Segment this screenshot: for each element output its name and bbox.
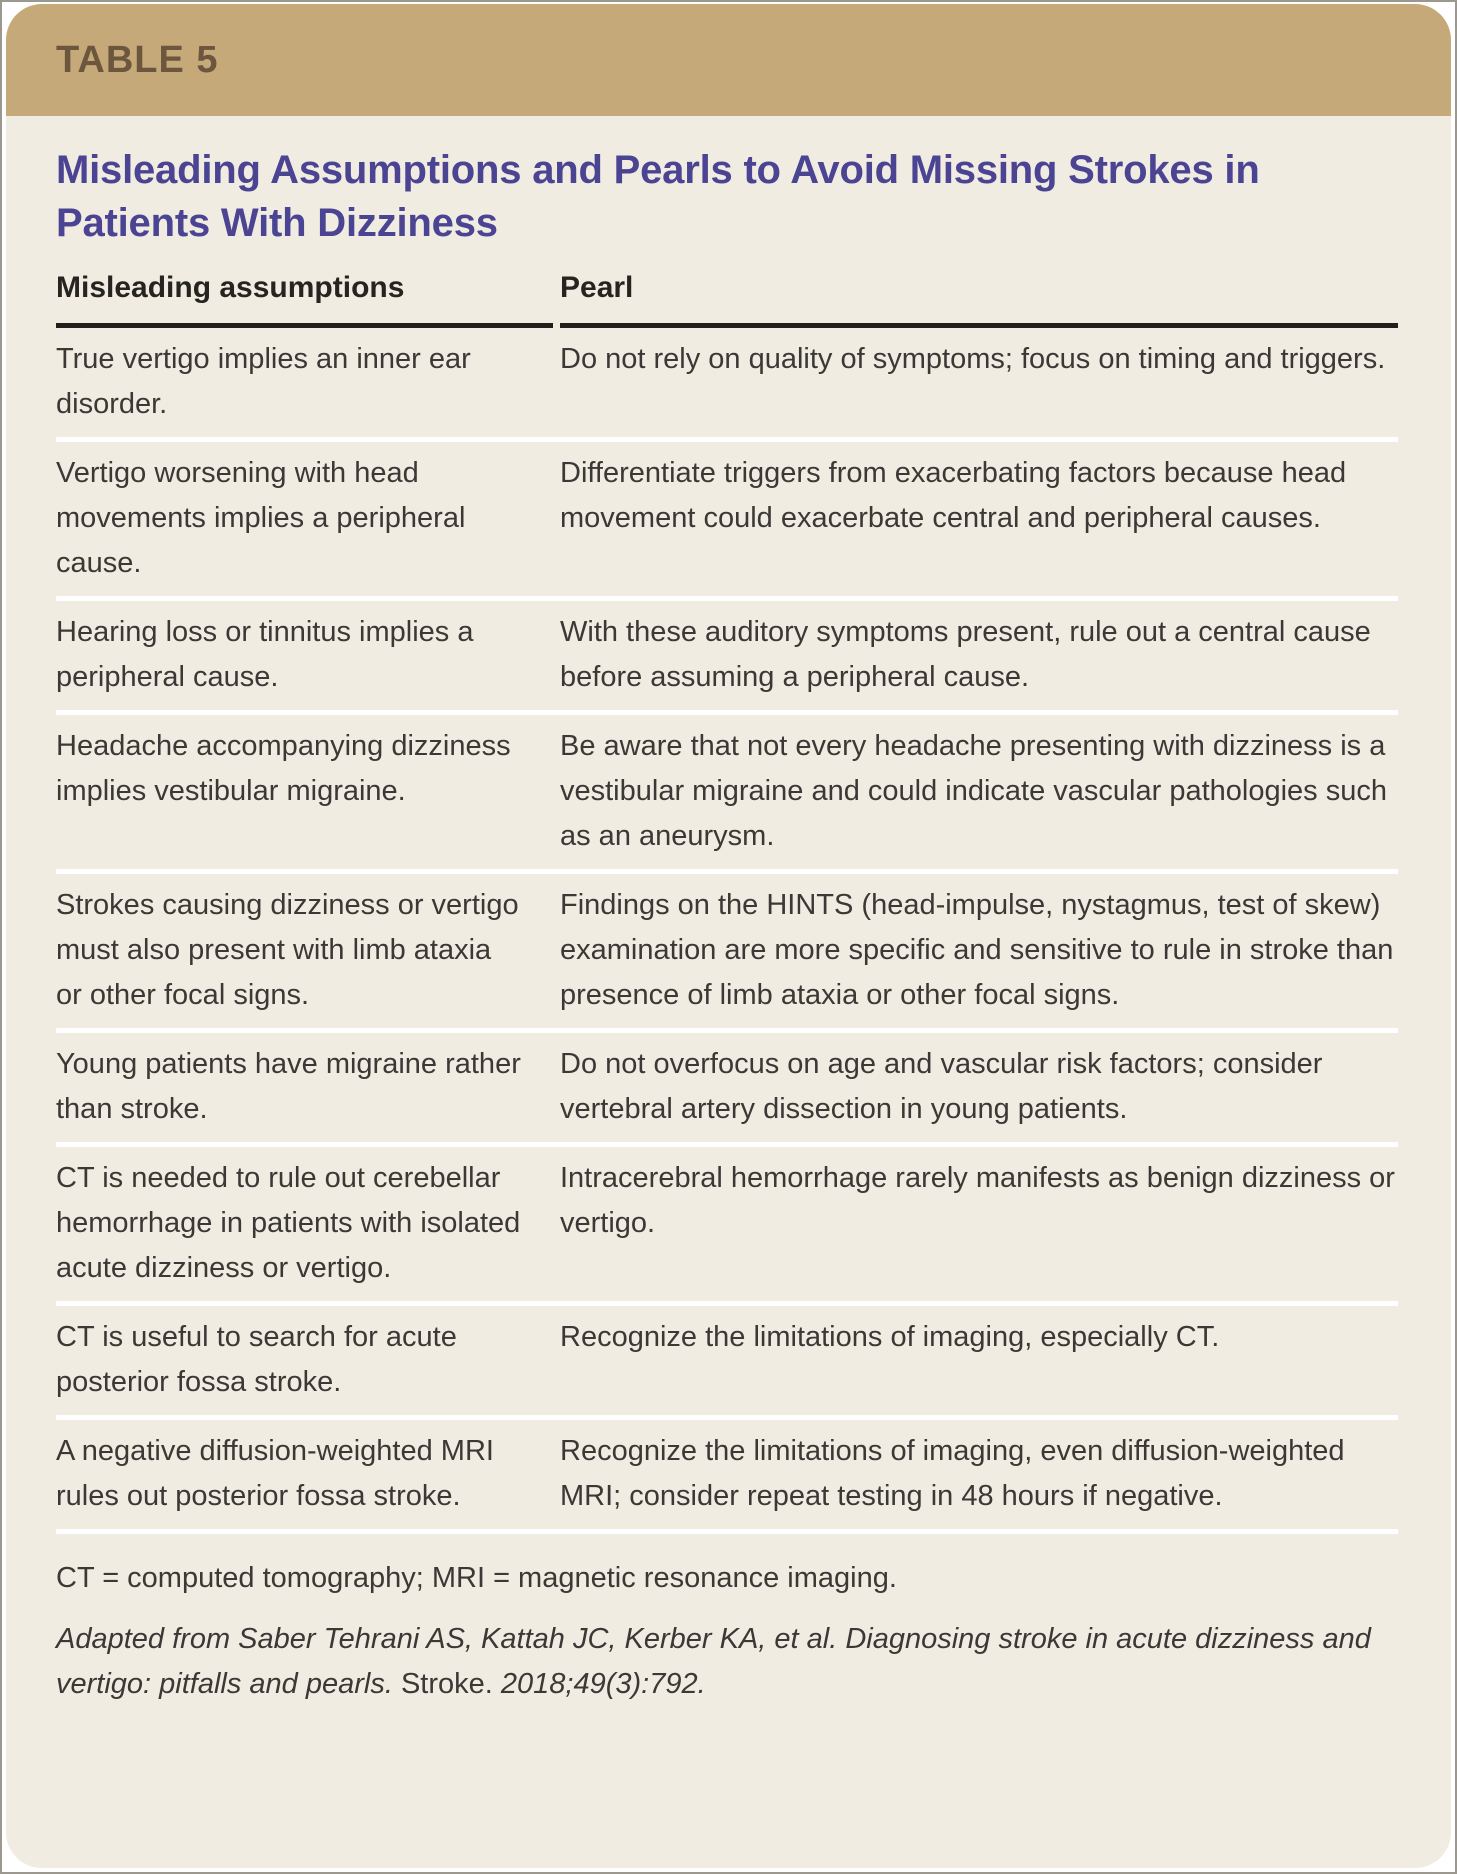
column-header-pearl: Pearl xyxy=(560,270,1398,328)
pearl-cell: Differentiate triggers from exacerbating factors because head movement could exacerbate central and peripheral causes. xyxy=(560,457,1347,534)
table-row xyxy=(56,442,1398,601)
assumption-cell: CT is useful to search for acute posterior fossa stroke. xyxy=(56,1321,457,1398)
pearl-cell: Findings on the HINTS (head-impulse, nystagmus, test of skew) examination are more specific and sensitive to rule in stroke than presence of limb ataxia or other focal signs. xyxy=(560,889,1394,1011)
table-title: Misleading Assumptions and Pearls to Avoid Missing Strokes in Patients With Dizziness xyxy=(56,148,1260,245)
table-row xyxy=(56,715,1398,874)
table-row xyxy=(56,1147,1398,1306)
table-number-label: TABLE 5 xyxy=(56,38,219,81)
citation-journal-name: Stroke. xyxy=(400,1668,501,1700)
assumption-cell: A negative diffusion-weighted MRI rules out posterior fossa stroke. xyxy=(56,1435,494,1512)
table-row xyxy=(56,1420,1398,1534)
pearl-cell: Be aware that not every headache presenting with dizziness is a vestibular migraine and could indicate vascular pathologies such as an aneurysm. xyxy=(560,730,1387,852)
assumption-cell: Headache accompanying dizziness implies vestibular migraine. xyxy=(56,730,511,807)
pearl-cell: Do not rely on quality of symptoms; focus on timing and triggers. xyxy=(560,343,1386,375)
citation-lead: Adapted from Saber Tehrani AS, Kattah JC, Kerber KA, et al. Diagnosing stroke in acute dizziness and vertigo: pitfalls and pearls. xyxy=(56,1623,1371,1700)
assumption-cell: Vertigo worsening with head movements implies a peripheral cause. xyxy=(56,457,466,579)
table-card xyxy=(6,4,1451,1868)
assumption-cell: CT is needed to rule out cerebellar hemorrhage in patients with isolated acute dizziness or vertigo. xyxy=(56,1162,521,1284)
pearl-cell: Intracerebral hemorrhage rarely manifests as benign dizziness or vertigo. xyxy=(560,1162,1395,1239)
table-row xyxy=(56,601,1398,715)
table-row xyxy=(56,874,1398,1033)
pearl-cell: Recognize the limitations of imaging, especially CT. xyxy=(560,1321,1220,1353)
table-row xyxy=(56,328,1398,442)
column-header-row xyxy=(56,270,1398,328)
column-header-assumptions: Misleading assumptions xyxy=(56,270,553,328)
table-row xyxy=(56,1306,1398,1420)
assumption-cell: Strokes causing dizziness or vertigo must also present with limb ataxia or other focal signs. xyxy=(56,889,519,1011)
pearl-cell: Do not overfocus on age and vascular risk factors; consider vertebral artery dissection in young patients. xyxy=(560,1048,1323,1125)
table-row xyxy=(56,1033,1398,1147)
source-citation xyxy=(56,1617,1398,1737)
citation-tail: 2018;49(3):792. xyxy=(500,1668,706,1700)
assumption-cell: True vertigo implies an inner ear disorder. xyxy=(56,343,471,420)
abbreviations-footnote: CT = computed tomography; MRI = magnetic resonance imaging. xyxy=(56,1562,897,1594)
pearl-cell: Recognize the limitations of imaging, even diffusion-weighted MRI; consider repeat testing in 48 hours if negative. xyxy=(560,1435,1345,1512)
table-rows xyxy=(56,328,1398,1534)
assumption-cell: Young patients have migraine rather than stroke. xyxy=(56,1048,521,1125)
table-body-area xyxy=(6,116,1451,1868)
assumption-cell: Hearing loss or tinnitus implies a peripheral cause. xyxy=(56,616,474,693)
pearl-cell: With these auditory symptoms present, rule out a central cause before assuming a peripheral cause. xyxy=(560,616,1371,693)
table-header-band xyxy=(6,4,1451,116)
